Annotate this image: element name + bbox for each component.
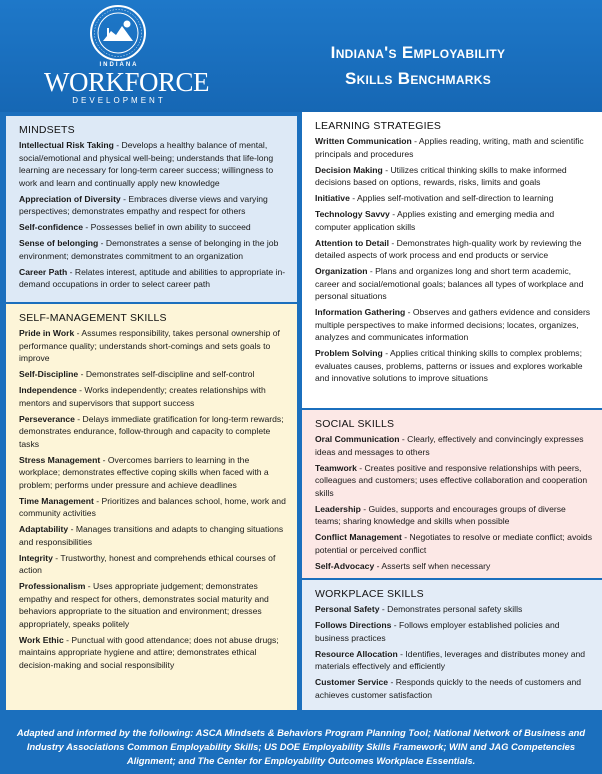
item-description: - Develops a healthy balance of mental, social/emotional and physical well-being; understands that life-long learning are necessary for long-term career success; willingness to work and learn and continually apply new knowledge: [19, 140, 274, 188]
self-management-panel: [6, 304, 297, 710]
list-item: [19, 413, 287, 451]
item-term: Written Communication: [315, 136, 412, 146]
item-description: - Applies critical thinking skills to complex problems; evaluates causes, problems, patterns or issues and explores workable and innovative solutions to improve situations: [315, 348, 583, 383]
list-item: [315, 135, 592, 160]
item-description: - Trustworthy, honest and comprehends ethical courses of action: [19, 552, 276, 575]
logo-development-text: DEVELOPMENT: [72, 96, 166, 105]
workplace-skills-panel: [302, 580, 602, 710]
item-term: Perseverance: [19, 413, 75, 424]
item-description: - Relates interest, aptitude and abilities to appropriate in-demand occupations in order to select career path: [19, 266, 286, 289]
list-item: [315, 462, 592, 500]
list-item: [315, 531, 592, 556]
item-term: Technology Savvy: [315, 209, 390, 219]
item-description: - Follows employer established policies and business practices: [315, 620, 560, 643]
item-description: - Identifies, leverages and distributes money and materials effectively and efficiently: [315, 648, 586, 671]
list-item: [19, 495, 287, 520]
item-term: Information Gathering: [315, 307, 406, 317]
item-term: Initiative: [315, 193, 350, 203]
item-term: Pride in Work: [19, 328, 75, 338]
item-term: Professionalism: [19, 581, 86, 591]
workforce-logo: [44, 4, 210, 110]
item-description: - Responds quickly to the needs of customers and achieves customer satisfaction: [315, 677, 582, 700]
list-item: [315, 265, 592, 303]
list-item: [19, 552, 287, 577]
item-term: Leadership: [315, 503, 361, 514]
item-term: Follows Directions: [315, 620, 392, 630]
list-item: [19, 221, 287, 234]
item-description: - Negotiates to resolve or mediate conflict; avoids potential or perceived conflict: [315, 532, 593, 555]
item-term: Customer Service: [315, 677, 389, 687]
item-description: - Applies existing and emerging media and computer application skills: [315, 209, 555, 232]
item-term: Conflict Management: [315, 532, 402, 542]
item-term: Attention to Detail: [315, 237, 389, 248]
logo-workforce-text: WORKFORCE: [44, 67, 210, 97]
list-item: [19, 368, 287, 381]
list-item: [315, 676, 592, 701]
list-item: [19, 523, 287, 548]
item-term: Time Management: [19, 495, 94, 506]
list-item: [315, 648, 592, 673]
item-term: Work Ethic: [19, 634, 64, 645]
list-item: [315, 560, 592, 573]
item-term: Adaptability: [19, 524, 69, 534]
item-description: - Applies self-motivation and self-direction to learning: [349, 193, 554, 203]
list-item: [315, 208, 592, 233]
header: [0, 0, 602, 112]
learning-strategies-panel: [302, 112, 602, 408]
list-item: [315, 619, 592, 644]
list-item: [19, 139, 287, 189]
social-skills-heading: SOCIAL SKILLS: [315, 418, 395, 430]
item-term: Organization: [315, 266, 368, 276]
footer-attribution: Adapted and informed by the following: ASCA Mindsets & Behaviors Program Planning Tool; National Network of Business and Industry Associations Common Employability Skills; US DOE Employability Skills Framework; WIN and JAG Competencies Alignment; and The Center for Employability Outcomes Workplace Essentials.: [16, 727, 586, 766]
item-term: Intellectual Risk Taking: [19, 140, 114, 150]
list-item: [19, 454, 287, 492]
list-item: [315, 347, 592, 385]
item-description: - Guides, supports and encourages groups of diverse teams; sharing knowledge and skills when possible: [315, 503, 566, 526]
item-description: - Asserts self when necessary: [374, 560, 491, 571]
page-title: [268, 40, 568, 92]
title-line-1: Indiana's Employability: [330, 43, 506, 62]
item-description: - Punctual with good attendance; does not abuse drugs; maintains appropriate hygiene and attire; demonstrates ethical decision-making and social responsibility: [19, 634, 279, 670]
item-term: Sense of belonging: [19, 238, 99, 248]
list-item: [19, 237, 287, 262]
item-description: - Demonstrates high-quality work by reviewing the detailed aspects of work process and end products or service: [315, 237, 582, 260]
mindsets-heading: MINDSETS: [19, 124, 75, 136]
list-item: [19, 634, 287, 672]
social-skills-panel: [302, 410, 602, 578]
item-description: - Embraces diverse views and varying perspectives; demonstrates empathy and respect for others: [19, 193, 268, 216]
item-term: Problem Solving: [315, 348, 383, 358]
item-term: Appreciation of Diversity: [19, 193, 121, 204]
list-item: [315, 306, 592, 344]
self-management-heading: SELF-MANAGEMENT SKILLS: [19, 312, 167, 324]
mindsets-panel: [6, 116, 297, 302]
item-description: - Delays immediate gratification for long-term rewards; demonstrates endurance, follow-through and capacity to complete tasks: [19, 413, 284, 449]
item-description: - Possesses belief in own ability to succeed: [83, 222, 251, 232]
item-term: Stress Management: [19, 454, 101, 465]
list-item: [19, 266, 287, 291]
item-description: - Manages transitions and adapts to changing situations and responsibilities: [19, 524, 284, 547]
item-term: Resource Allocation: [315, 648, 398, 659]
item-term: Oral Communication: [315, 434, 400, 444]
item-term: Self-Discipline: [19, 369, 79, 379]
item-term: Teamwork: [315, 462, 357, 473]
item-term: Career Path: [19, 266, 68, 277]
item-description: - Overcomes barriers to learning in the workplace; demonstrates effective coping skills when faced with a problem; performs under pressure and achieve deadlines: [19, 454, 269, 490]
list-item: [315, 603, 592, 616]
list-item: [19, 384, 287, 409]
logo-indiana-text: INDIANA: [99, 62, 139, 68]
list-item: [315, 433, 592, 458]
item-term: Self-confidence: [19, 222, 83, 232]
list-item: [315, 164, 592, 189]
item-description: - Plans and organizes long and short term academic, career and social/emotional goals; balances all types of workplace and personal situations: [315, 266, 584, 301]
item-description: - Creates positive and responsive relationships with peers, colleagues and customers; uses effective collaboration and cooperation skills: [315, 462, 588, 498]
item-description: - Demonstrates self-discipline and self-control: [78, 369, 255, 379]
item-term: Personal Safety: [315, 604, 380, 614]
item-description: - Observes and gathers evidence and considers multiple perspectives to make informed decisions; locates, organizes, analyzes and communicates information: [315, 307, 591, 342]
workplace-skills-heading: WORKPLACE SKILLS: [315, 588, 424, 600]
item-description: - Clearly, effectively and convincingly expresses ideas and messages to others: [315, 434, 584, 457]
list-item: [19, 193, 287, 218]
item-description: - Demonstrates personal safety skills: [379, 604, 523, 614]
list-item: [315, 237, 592, 262]
item-description: - Demonstrates a sense of belonging in the job environment; demonstrates commitment to an organization: [19, 238, 279, 261]
list-item: [19, 327, 287, 365]
title-line-2: Skills Benchmarks: [344, 69, 492, 88]
item-description: - Assumes responsibility, takes personal ownership of performance quality; understands short-comings and sets goals to improve: [19, 328, 280, 363]
list-item: [315, 192, 592, 205]
state-seal-icon: [89, 4, 147, 62]
item-term: Integrity: [19, 552, 53, 563]
item-description: - Uses appropriate judgement; demonstrates empathy and respect for others, demonstrates social maturity and behaviors appropriate to the situation and environment; dresses appropriately, speaks politely: [19, 581, 269, 629]
item-term: Independence: [19, 385, 77, 395]
item-description: - Prioritizes and balances school, home, work and community activities: [19, 495, 286, 518]
list-item: [19, 580, 287, 630]
item-term: Self-Advocacy: [315, 560, 375, 571]
list-item: [315, 503, 592, 528]
item-term: Decision Making: [315, 164, 383, 175]
item-description: - Utilizes critical thinking skills to make informed decisions based on options, rewards, risks, limits and goals: [315, 164, 567, 187]
item-description: - Works independently; creates relationships with mentors and supervisors that support success: [19, 385, 266, 408]
item-description: - Applies reading, writing, math and scientific principals and procedures: [315, 136, 584, 159]
learning-strategies-heading: LEARNING STRATEGIES: [315, 120, 442, 132]
